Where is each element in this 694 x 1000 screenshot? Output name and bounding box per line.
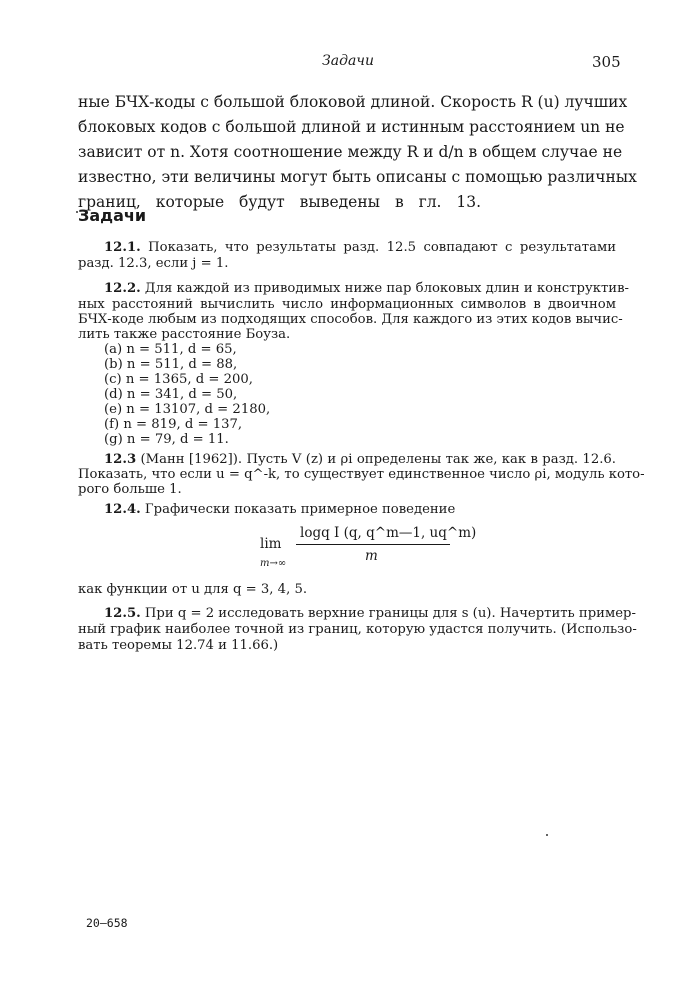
problem-text: Для каждой из приводимых ниже пар блоковых длин и конструктив- [144, 281, 629, 296]
intro-line: зависит от n. Хотя соотношение между R и d/n в общем случае не [78, 143, 623, 161]
list-item: (f) n = 819, d = 137, [104, 417, 243, 432]
running-header-title: Задачи [322, 53, 375, 69]
list-item: (b) n = 511, d = 88, [104, 357, 238, 372]
fraction-bar [296, 544, 450, 545]
problem-12-1-line [104, 240, 616, 256]
list-item: (g) n = 79, d = 11. [104, 432, 229, 447]
list-item: (e) n = 13107, d = 2180, [104, 402, 271, 417]
problem-12-3-line: рого больше 1. [78, 482, 182, 497]
signature-mark: 20—658 [86, 916, 128, 930]
intro-line: блоковых кодов с большой длиной и истинным расстоянием un не [78, 118, 625, 136]
problem-12-2-line [104, 281, 629, 297]
problem-12-4-line [104, 502, 616, 518]
problem-text: Показать, что результаты разд. 12.5 совпадают с результатами [148, 240, 616, 255]
problem-12-2-line: БЧХ-коде любым из подходящих способов. Для каждого из этих кодов вычис- [78, 312, 623, 327]
formula-subscript: m→∞ [260, 558, 287, 569]
problem-12-5-line [104, 606, 636, 622]
problem-text: Графически показать примерное поведение [144, 502, 456, 517]
problem-number: 12.3 [104, 452, 137, 467]
page-number: 305 [592, 53, 621, 71]
problem-12-1-line: разд. 12.3, если j = 1. [78, 256, 229, 271]
list-item: (c) n = 1365, d = 200, [104, 372, 253, 387]
formula-lim: lim [260, 536, 282, 552]
problem-12-5-line: ный график наиболее точной из границ, которую удастся получить. (Использо- [78, 622, 637, 637]
problem-number: 12.2. [104, 281, 141, 296]
problem-12-2-line: ных расстояний вычислить число информационных символов в двоичном [78, 297, 616, 312]
section-heading: Задачи [78, 206, 147, 225]
problem-12-2-line: лить также расстояние Боуза. [78, 327, 291, 342]
problem-12-5-line: вать теоремы 12.74 и 11.66.) [78, 638, 279, 653]
problem-12-4-after: как функции от u для q = 3, 4, 5. [78, 582, 308, 597]
problem-text: При q = 2 исследовать верхние границы для s (u). Начертить пример- [144, 606, 636, 621]
problem-number: 12.1. [104, 240, 141, 255]
list-item: (d) n = 341, d = 50, [104, 387, 238, 402]
print-speck [76, 211, 78, 213]
formula-numerator: logq I (q, q^m—1, uq^m) [300, 525, 477, 541]
problem-number: 12.5. [104, 606, 141, 621]
formula-denominator: m [365, 548, 378, 564]
limit-formula [260, 520, 477, 576]
intro-line: известно, эти величины могут быть описаны с помощью различных [78, 168, 637, 186]
problem-12-3-line: Показать, что если u = q^-k, то существует единственное число ρi, модуль кото- [78, 467, 645, 482]
problem-text: (Манн [1962]). Пусть V (z) и ρi определены так же, как в разд. 12.6. [140, 452, 616, 467]
intro-line: ные БЧХ-коды с большой блоковой длиной. Скорость R (u) лучших [78, 93, 628, 111]
intro-line: границ, которые будут выведены в гл. 13. [78, 193, 482, 211]
problem-12-3-line [104, 452, 616, 468]
list-item: (a) n = 511, d = 65, [104, 342, 237, 357]
problem-number: 12.4. [104, 502, 141, 517]
print-speck [546, 834, 548, 836]
